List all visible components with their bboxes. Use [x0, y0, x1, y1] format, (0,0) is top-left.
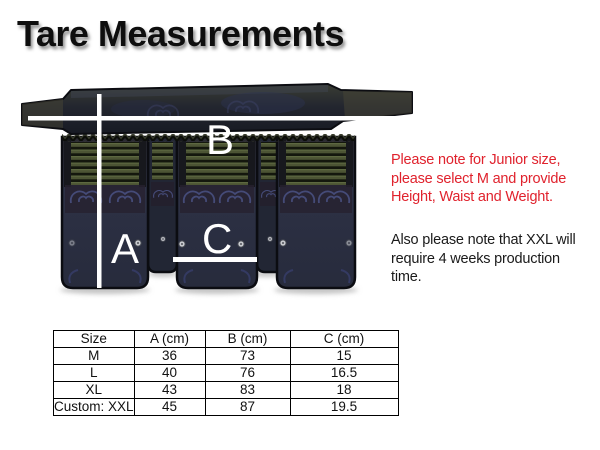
table-row: [54, 382, 399, 399]
cell-c: 19.5: [290, 399, 398, 416]
xxl-production-note: [391, 231, 591, 287]
cell-b: 76: [205, 365, 290, 382]
note-line: please select M and provide: [391, 170, 567, 187]
col-header-size: Size: [54, 331, 135, 348]
measure-label-a: A: [111, 225, 140, 272]
note-line: Also please note that XXL will: [391, 232, 576, 248]
cell-c: 18: [290, 382, 398, 399]
measure-label-c: C: [202, 215, 233, 262]
tare-back-flap-left: [148, 137, 177, 272]
note-line: require 4 weeks production: [391, 250, 560, 267]
cell-size: M: [54, 348, 135, 365]
cell-size: Custom: XXL: [54, 399, 134, 414]
col-header-b-cm: B (cm): [205, 331, 290, 348]
tare-flap-right: [277, 137, 355, 288]
cell-b: 73: [205, 348, 290, 365]
table-header-row: [54, 331, 399, 348]
measure-line-a: [97, 94, 102, 288]
cell-b: 87: [205, 399, 290, 416]
col-header-c-cm: C (cm): [290, 331, 398, 348]
col-header-a-cm: A (cm): [134, 331, 205, 348]
junior-size-note: [391, 151, 591, 207]
cell-a: 43: [134, 382, 205, 399]
tare-illustration: [13, 77, 418, 312]
table-row: [54, 348, 399, 365]
cell-c: 16.5: [290, 365, 398, 382]
tare-photo: [13, 77, 418, 312]
cell-b: 83: [205, 382, 290, 399]
cell-a: 36: [134, 348, 205, 365]
cell-size: L: [54, 365, 135, 382]
table-row: [54, 399, 399, 416]
size-table: [53, 330, 399, 416]
note-line: time.: [391, 269, 422, 285]
page-title: Tare Measurements: [17, 13, 344, 54]
cell-size: XL: [54, 382, 135, 399]
cell-a: 40: [134, 365, 205, 382]
cell-c: 15: [290, 348, 398, 365]
table-row: [54, 365, 399, 382]
note-line: Height, Waist and Weight.: [391, 189, 553, 205]
cell-a: 45: [134, 399, 205, 416]
measure-label-b: B: [206, 116, 235, 163]
note-line: Please note for Junior size,: [391, 152, 561, 168]
